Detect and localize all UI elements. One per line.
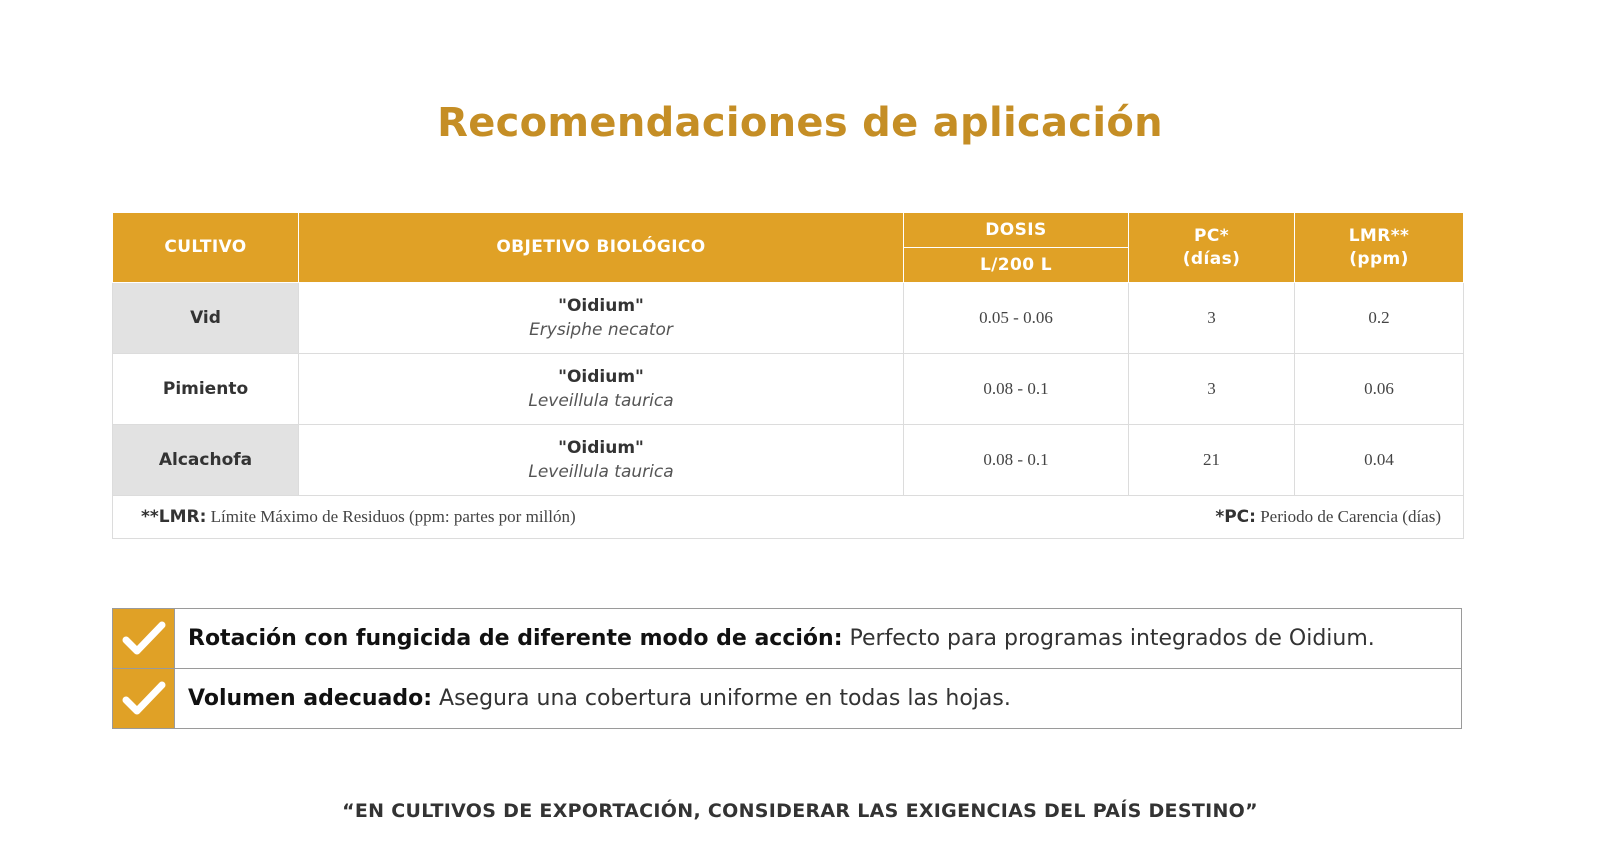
objetivo-scientific: Leveillula taurica xyxy=(528,462,674,482)
header-pc-unit: (días) xyxy=(1182,248,1241,269)
header-cultivo: CULTIVO xyxy=(113,213,299,283)
header-pc-label: PC* xyxy=(1193,225,1230,246)
header-lmr xyxy=(1295,213,1464,283)
note-label: Rotación con fungicida de diferente modo de acción: xyxy=(188,626,843,651)
objetivo-name: "Oidium" xyxy=(558,367,644,387)
cell-lmr: 0.06 xyxy=(1295,354,1464,425)
cell-dosis: 0.05 - 0.06 xyxy=(904,283,1129,354)
check-icon xyxy=(113,669,175,728)
note-body: Asegura una cobertura uniforme en todas las hojas. xyxy=(439,686,1011,711)
cell-lmr: 0.04 xyxy=(1295,425,1464,496)
cell-cultivo: Alcachofa xyxy=(113,425,299,496)
header-lmr-label: LMR** xyxy=(1348,225,1410,246)
table-row xyxy=(113,425,1464,496)
check-icon xyxy=(113,609,175,668)
table-row xyxy=(113,283,1464,354)
cell-objetivo xyxy=(299,425,904,496)
cell-cultivo: Pimiento xyxy=(113,354,299,425)
cell-dosis: 0.08 - 0.1 xyxy=(904,354,1129,425)
application-table xyxy=(112,212,1464,539)
page-title: Recomendaciones de aplicación xyxy=(437,100,1163,146)
header-pc xyxy=(1129,213,1295,283)
note-body: Perfecto para programas integrados de Oidium. xyxy=(849,626,1375,651)
footnote-pc-label: *PC: xyxy=(1215,507,1256,527)
header-objetivo: OBJETIVO BIOLÓGICO xyxy=(299,213,904,283)
cell-pc: 3 xyxy=(1129,354,1295,425)
objetivo-scientific: Erysiphe necator xyxy=(529,320,673,340)
header-dosis-unit: L/200 L xyxy=(904,248,1129,283)
cell-pc: 21 xyxy=(1129,425,1295,496)
header-dosis: DOSIS xyxy=(904,213,1129,248)
note-item xyxy=(113,609,1461,668)
cell-lmr: 0.2 xyxy=(1295,283,1464,354)
footer-quote: “EN CULTIVOS DE EXPORTACIÓN, CONSIDERAR LAS EXIGENCIAS DEL PAÍS DESTINO” xyxy=(342,800,1258,822)
note-item xyxy=(113,668,1461,728)
footnote-pc xyxy=(1215,507,1441,527)
cell-objetivo xyxy=(299,283,904,354)
objetivo-name: "Oidium" xyxy=(558,438,644,458)
footnote-lmr-text: Límite Máximo de Residuos (ppm: partes por millón) xyxy=(210,507,576,526)
table-footnote xyxy=(113,496,1464,539)
header-lmr-unit: (ppm) xyxy=(1349,248,1409,269)
note-label: Volumen adecuado: xyxy=(188,686,433,711)
notes-box xyxy=(112,608,1462,729)
objetivo-scientific: Leveillula taurica xyxy=(528,391,674,411)
cell-cultivo: Vid xyxy=(113,283,299,354)
footnote-lmr-label: **LMR: xyxy=(141,507,207,527)
cell-pc: 3 xyxy=(1129,283,1295,354)
footnote-lmr xyxy=(141,507,576,527)
cell-objetivo xyxy=(299,354,904,425)
cell-dosis: 0.08 - 0.1 xyxy=(904,425,1129,496)
objetivo-name: "Oidium" xyxy=(558,296,644,316)
footnote-pc-text: Periodo de Carencia (días) xyxy=(1260,507,1441,526)
table-row xyxy=(113,354,1464,425)
